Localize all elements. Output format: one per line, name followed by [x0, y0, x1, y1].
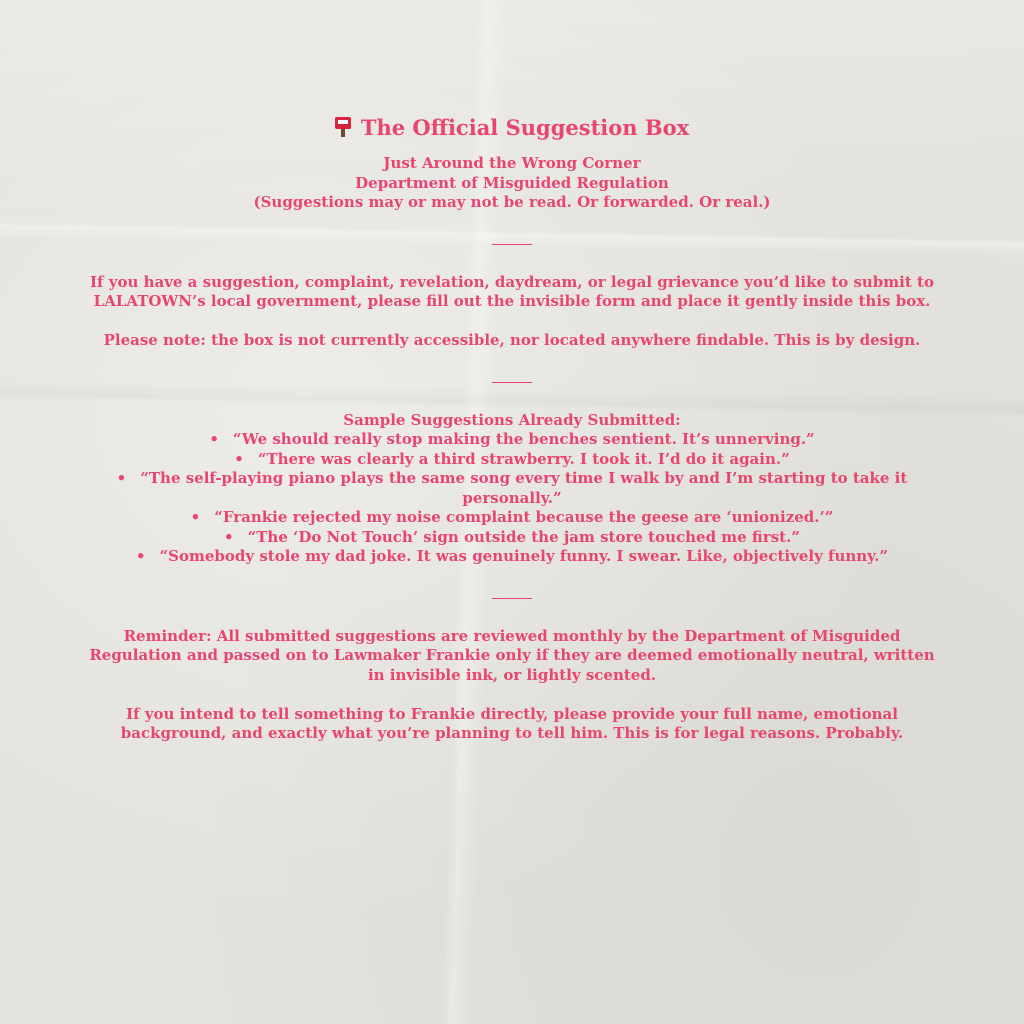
suggestion-text: “The self-playing piano plays the same song every time I walk by and I’m starting to take it personally.” — [140, 469, 908, 507]
list-item — [80, 450, 944, 470]
bullet-icon: • — [116, 469, 127, 487]
list-item — [80, 528, 944, 548]
sample-suggestions-list — [80, 430, 944, 567]
list-item — [80, 508, 944, 528]
suggestion-text: “We should really stop making the benches sentient. It’s unnerving.” — [232, 430, 815, 448]
suggestion-text: “Somebody stole my dad joke. It was genuinely funny. I swear. Like, objectively funny.” — [159, 547, 889, 565]
page-title — [80, 112, 944, 144]
frankie-note-paragraph: If you intend to tell something to Frankie directly, please provide your full name, emotional background, and exactly what you’re planning to tell him. This is for legal reasons. Probably. — [120, 704, 904, 742]
suggestion-text: “The ‘Do Not Touch’ sign outside the jam store touched me first.” — [247, 527, 800, 546]
list-item — [80, 547, 944, 567]
postbox-icon — [335, 117, 351, 137]
bullet-icon: • — [190, 508, 201, 526]
subtitle-line-disclaimer: (Suggestions may or may not be read. Or forwarded. Or real.) — [253, 193, 771, 211]
bullet-icon: • — [135, 547, 146, 565]
accessibility-note: Please note: the box is not currently accessible, nor located anywhere findable. This is by design. — [103, 331, 921, 349]
bullet-icon: • — [234, 449, 244, 468]
subtitle-block — [80, 154, 944, 213]
suggestion-text: “There was clearly a third strawberry. I took it. I’d do it again.” — [257, 449, 790, 468]
list-item — [80, 430, 944, 450]
intro-paragraph: If you have a suggestion, complaint, revelation, daydream, or legal grievance you’d like to submit to LALATOWN’s local government, please fill out the invisible form and place it gently inside this box. — [90, 272, 934, 310]
subtitle-line-location: Just Around the Wrong Corner — [383, 154, 641, 172]
suggestion-text: “Frankie rejected my noise complaint because the geese are ‘unionized.’” — [214, 508, 834, 526]
list-item — [80, 469, 944, 508]
page-title-text: The Official Suggestion Box — [360, 115, 690, 140]
bullet-icon: • — [209, 430, 219, 448]
reminder-paragraph: Reminder: All submitted suggestions are reviewed monthly by the Department of Misguided Regulation and passed on to Lawmaker Frankie only if they are deemed emotionally neutral, written in invisible ink, or lightly scented. — [89, 626, 935, 684]
samples-heading: Sample Suggestions Already Submitted: — [343, 410, 681, 429]
bullet-icon: • — [224, 527, 234, 546]
suggestion-box-document — [80, 112, 944, 744]
subtitle-line-department: Department of Misguided Regulation — [355, 173, 669, 192]
